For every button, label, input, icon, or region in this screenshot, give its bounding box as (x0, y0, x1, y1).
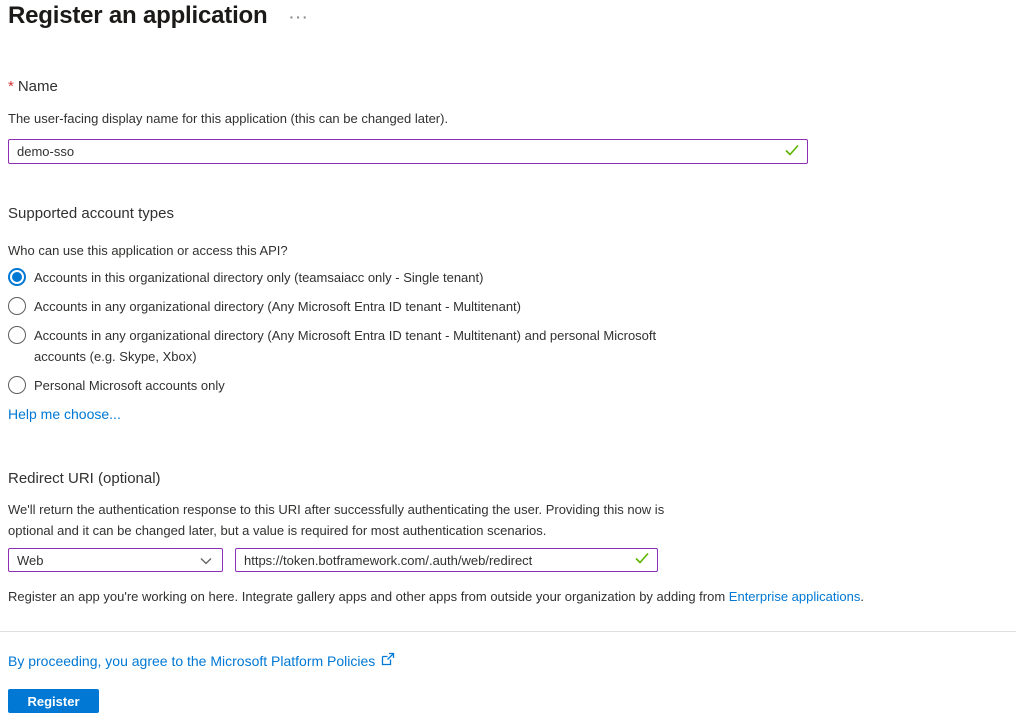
radio-button-icon[interactable] (8, 376, 26, 394)
chevron-down-icon (200, 553, 212, 568)
redirect-uri-input-wrap (235, 548, 658, 572)
name-section-label (8, 78, 58, 95)
account-type-radio-group (8, 267, 708, 404)
radio-button-icon[interactable] (8, 297, 26, 315)
redirect-uri-input[interactable] (235, 548, 658, 572)
note-text: Register an app you're working on here. Integrate gallery apps and other apps from outside your organization by adding from (8, 589, 729, 604)
external-link-icon[interactable] (381, 652, 395, 669)
account-types-heading: Supported account types (8, 205, 174, 222)
platform-select[interactable] (8, 548, 223, 572)
divider (0, 631, 1016, 632)
enterprise-applications-link[interactable]: Enterprise applications (728, 589, 861, 604)
register-button[interactable]: Register (8, 689, 99, 713)
note-suffix: . (860, 589, 864, 604)
radio-label: Personal Microsoft accounts only (34, 378, 225, 393)
name-label: Name (17, 78, 58, 95)
name-input-wrap (8, 139, 808, 164)
radio-option-multitenant-personal[interactable] (8, 325, 708, 367)
radio-button-icon[interactable] (8, 326, 26, 344)
more-options-icon[interactable]: ··· (289, 9, 310, 25)
platform-policies-link[interactable]: By proceeding, you agree to the Microsoft Platform Policies (8, 652, 376, 669)
page-header (8, 2, 309, 30)
radio-option-single-tenant[interactable] (8, 267, 708, 288)
policies-line (8, 652, 395, 669)
valid-check-icon (785, 143, 799, 161)
valid-check-icon (635, 551, 649, 569)
redirect-uri-description: We'll return the authentication response to this URI after successfully authenticating the user. Providing this now is optional and it can be changed later, but a value is required for most authentication scenarios. (8, 502, 665, 538)
radio-option-personal-only[interactable] (8, 375, 708, 396)
radio-option-multitenant[interactable] (8, 296, 708, 317)
platform-select-value: Web (17, 552, 44, 568)
name-description: The user-facing display name for this application (this can be changed later). (8, 111, 449, 126)
required-asterisk: * (8, 78, 14, 95)
account-types-question: Who can use this application or access this API? (8, 243, 288, 258)
help-me-choose-link[interactable]: Help me choose... (8, 406, 121, 422)
radio-label: Accounts in this organizational directory only (teamsaiacc only - Single tenant) (34, 270, 484, 285)
radio-button-icon[interactable] (8, 268, 26, 286)
page-title: Register an application (8, 2, 268, 29)
radio-label: Accounts in any organizational directory (Any Microsoft Entra ID tenant - Multitenant) (34, 299, 521, 314)
redirect-uri-heading: Redirect URI (optional) (8, 470, 161, 487)
name-input[interactable] (8, 139, 808, 164)
register-note (8, 588, 1008, 606)
radio-label: Accounts in any organizational directory (Any Microsoft Entra ID tenant - Multitenant) and personal Microsoft accounts (e.g. Skype, Xbox) (34, 328, 657, 364)
